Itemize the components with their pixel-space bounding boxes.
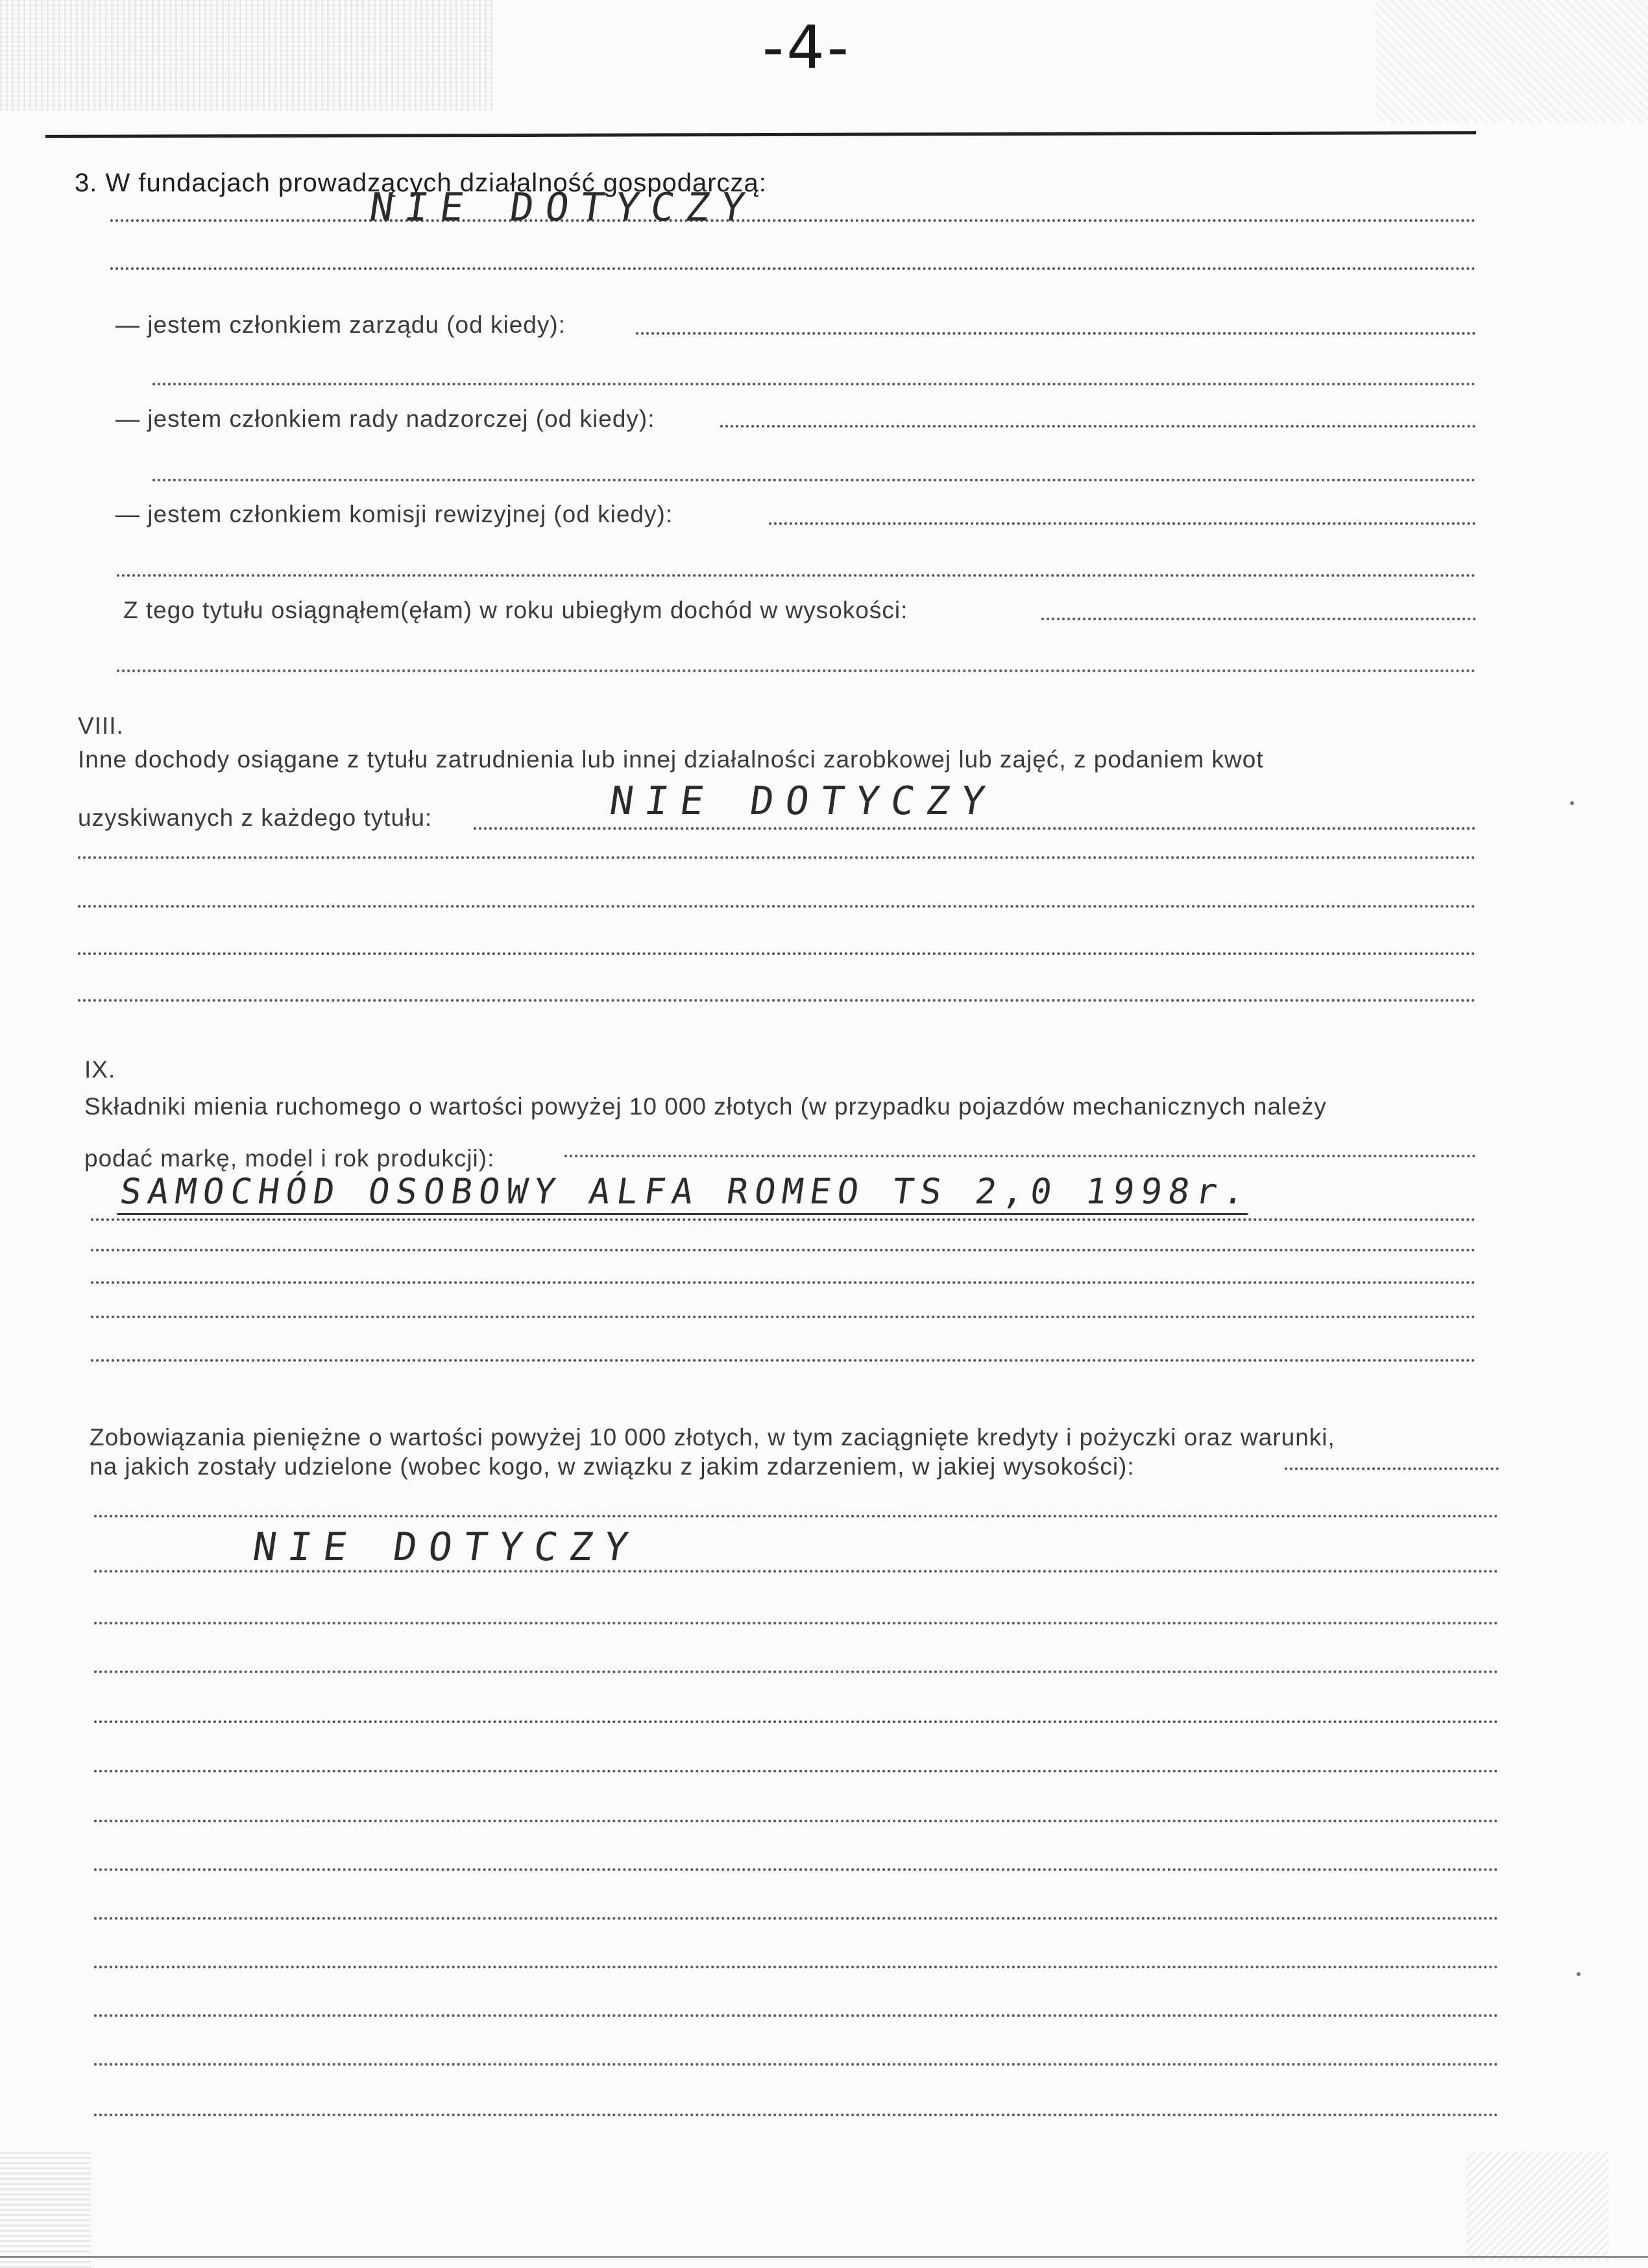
dotted-line — [110, 267, 1476, 270]
dotted-line — [91, 1218, 1476, 1221]
dotted-line — [78, 856, 1476, 859]
section-10-text: na jakich zostały udzielone (wobec kogo, w związku z jakim zdarzeniem, w jakiej wysokości): — [90, 1453, 1135, 1480]
dotted-line — [91, 1249, 1476, 1251]
board-member-label: — jestem członkiem zarządu (od kiedy): — [115, 311, 566, 338]
handwritten-answer: SAMOCHÓD OSOBOWY ALFA ROMEO TS 2,0 1998r. — [117, 1171, 1254, 1215]
handwritten-answer: NIE DOTYCZY — [367, 185, 760, 230]
handwritten-answer: NIE DOTYCZY — [250, 1525, 643, 1570]
dotted-line — [152, 479, 1476, 481]
dotted-line — [94, 1622, 1499, 1624]
supervisory-member-label: — jestem członkiem rady nadzorczej (od kiedy): — [115, 405, 655, 432]
dotted-line — [152, 383, 1476, 385]
dotted-line — [94, 2063, 1499, 2066]
dotted-line — [91, 1281, 1476, 1284]
dotted-line — [636, 332, 1476, 335]
section-8-text: uzyskiwanych z każdego tytułu: — [78, 804, 433, 831]
dotted-line — [94, 1868, 1499, 1871]
section-8-number: VIII. — [78, 712, 124, 739]
dotted-line — [1041, 618, 1476, 620]
scan-speck — [1570, 801, 1574, 805]
dotted-line — [91, 1359, 1476, 1362]
scan-noise — [0, 0, 493, 110]
dotted-line — [564, 1155, 1476, 1157]
dotted-line — [94, 1966, 1499, 1968]
dotted-line — [474, 827, 1476, 830]
section-3-title: 3. W fundacjach prowadzących działalność gospodarczą: — [75, 169, 767, 197]
dotted-line — [110, 219, 1476, 222]
section-9-number: IX. — [84, 1056, 116, 1083]
section-9-text: podać markę, model i rok produkcji): — [84, 1145, 495, 1172]
dotted-line — [720, 425, 1476, 428]
dotted-line — [117, 670, 1476, 672]
handwritten-answer: NIE DOTYCZY — [607, 778, 1000, 824]
section-9-text: Składniki mienia ruchomego o wartości powyżej 10 000 złotych (w przypadku pojazdów mechanicznych należy — [84, 1093, 1327, 1120]
dotted-line — [94, 1917, 1499, 1920]
dotted-line — [78, 905, 1476, 908]
income-label: Z tego tytułu osiągnąłem(ęłam) w roku ubiegłym dochód w wysokości: — [123, 597, 908, 623]
scan-noise — [1466, 2151, 1609, 2262]
dotted-line — [78, 999, 1476, 1002]
dotted-line — [94, 2114, 1499, 2116]
dotted-line — [78, 952, 1476, 955]
section-8-text: Inne dochody osiągane z tytułu zatrudnienia lub innej działalności zarobkowej lub zajęć, z podaniem kwot — [78, 746, 1264, 773]
dotted-line — [94, 1671, 1499, 1673]
footer-rule — [0, 2256, 1648, 2258]
dotted-line — [94, 2014, 1499, 2017]
dotted-line — [117, 574, 1476, 577]
audit-member-label: — jestem członkiem komisji rewizyjnej (od kiedy): — [115, 501, 673, 527]
dotted-line — [94, 1720, 1499, 1723]
scan-noise — [1375, 0, 1648, 123]
dotted-line — [94, 1770, 1499, 1772]
scan-noise — [0, 2151, 91, 2268]
scan-speck — [1577, 1972, 1581, 1976]
dotted-line — [1285, 1467, 1499, 1470]
section-10-text: Zobowiązania pieniężne o wartości powyżej 10 000 złotych, w tym zaciągnięte kredyty i pożyczki oraz warunki, — [90, 1424, 1335, 1451]
dotted-line — [94, 1570, 1499, 1573]
header-rule — [45, 131, 1476, 138]
dotted-line — [769, 522, 1476, 525]
dotted-line — [94, 1515, 1499, 1517]
dotted-line — [91, 1316, 1476, 1318]
dotted-line — [94, 1820, 1499, 1822]
page-number: -4- — [762, 13, 851, 82]
